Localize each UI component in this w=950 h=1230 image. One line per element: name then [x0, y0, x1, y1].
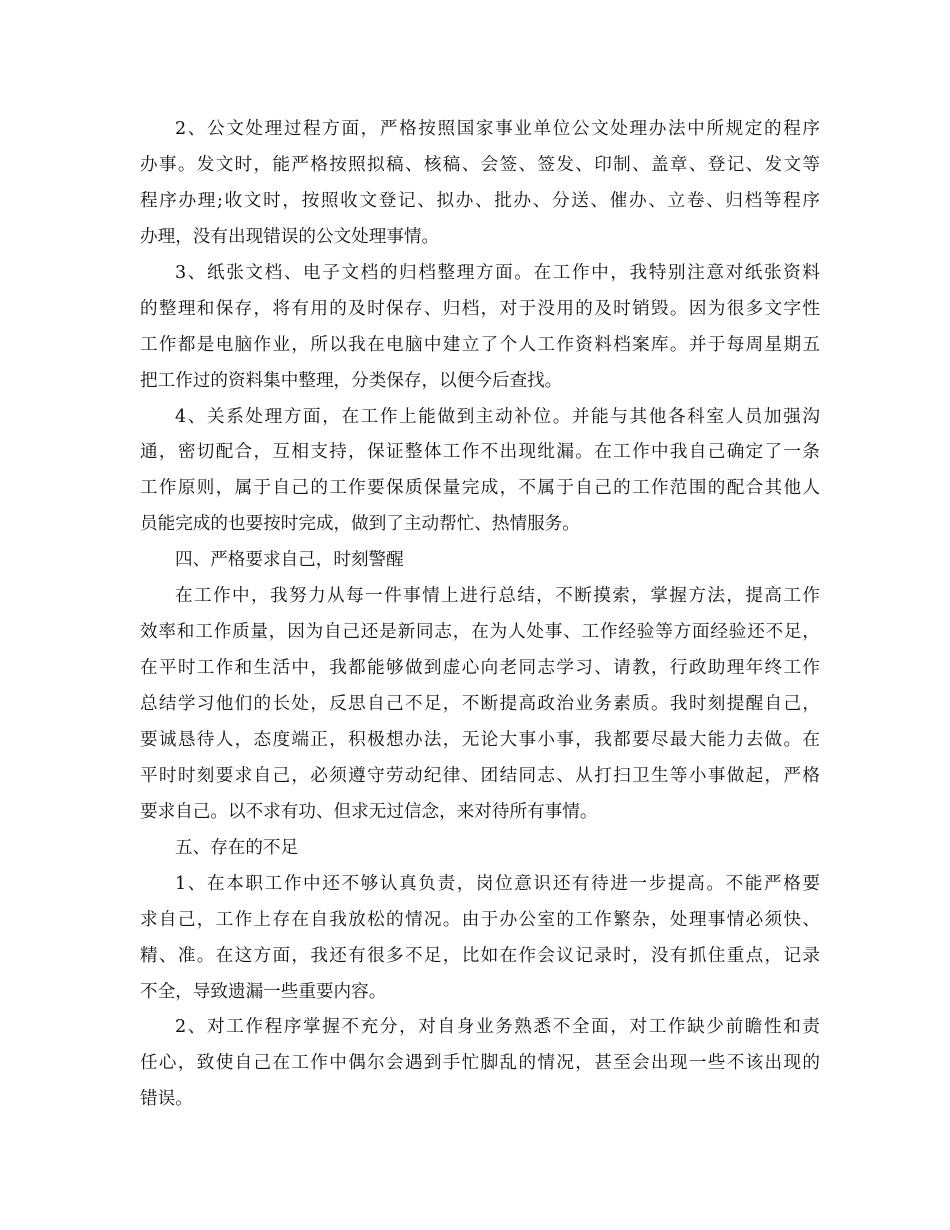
paragraph-line: 通，密切配合，互相支持，保证整体工作不出现纰漏。在工作中我自己确定了一条	[140, 442, 820, 463]
paragraph-line: 要求自己。以不求有功、但求无过信念，来对待所有事情。	[140, 801, 598, 822]
paragraph-line: 平时时刻要求自己，必须遵守劳动纪律、团结同志、从打扫卫生等小事做起，严格	[140, 765, 820, 786]
paragraph-line: 的整理和保存，将有用的及时保存、归档，对于没用的及时销毁。因为很多文字性	[140, 298, 820, 319]
paragraph-line: 在平时工作和生活中，我都能够做到虚心向老同志学习、请教，行政助理年终工作	[140, 658, 820, 679]
paragraph-line: 3、纸张文档、电子文档的归档整理方面。在工作中，我特别注意对纸张资料	[175, 262, 820, 283]
paragraph-line: 总结学习他们的长处，反思自己不足，不断提高政治业务素质。我时刻提醒自己，	[140, 694, 820, 714]
paragraph-line: 求自己，工作上存在自我放松的情况。由于办公室的工作繁杂，处理事情必须快、	[140, 909, 820, 930]
paragraph-line: 2、对工作程序掌握不充分，对自身业务熟悉不全面，对工作缺少前瞻性和责	[175, 1017, 820, 1038]
paragraph-line: 任心，致使自己在工作中偶尔会遇到手忙脚乱的情况，甚至会出现一些不该出现的	[140, 1053, 820, 1074]
section-heading: 四、严格要求自己，时刻警醒	[175, 550, 404, 571]
paragraph-line: 在工作中，我努力从每一件事情上进行总结，不断摸索，掌握方法，提高工作	[175, 586, 820, 607]
paragraph-line: 办理，没有出现错误的公文处理事情。	[140, 226, 440, 247]
document-body	[140, 112, 820, 1118]
paragraph-line: 工作原则，属于自己的工作要保质保量完成，不属于自己的工作范围的配合其他人	[140, 478, 820, 499]
paragraph-line: 要诚恳待人，态度端正，积极想办法，无论大事小事，我都要尽最大能力去做。在	[140, 729, 820, 750]
paragraph-line: 精、准。在这方面，我还有很多不足，比如在作会议记录时，没有抓住重点，记录	[140, 945, 820, 966]
paragraph-line: 办事。发文时，能严格按照拟稿、核稿、会签、签发、印制、盖章、登记、发文等	[140, 154, 820, 175]
paragraph-line: 不全，导致遗漏一些重要内容。	[140, 981, 387, 1002]
section-heading: 五、存在的不足	[175, 837, 299, 858]
paragraph-line: 4、关系处理方面，在工作上能做到主动补位。并能与其他各科室人员加强沟	[175, 406, 820, 427]
paragraph-line: 效率和工作质量，因为自己还是新同志，在为人处事、工作经验等方面经验还不足，	[140, 622, 820, 643]
paragraph-line: 工作都是电脑作业，所以我在电脑中建立了个人工作资料档案库。并于每周星期五	[140, 334, 820, 355]
paragraph-line: 把工作过的资料集中整理，分类保存，以便今后查找。	[140, 370, 563, 391]
paragraph-line: 1、在本职工作中还不够认真负责，岗位意识还有待进一步提高。不能严格要	[175, 873, 820, 894]
paragraph-line: 程序办理;收文时，按照收文登记、拟办、批办、分送、催办、立卷、归档等程序	[140, 190, 820, 211]
paragraph-line: 员能完成的也要按时完成，做到了主动帮忙、热情服务。	[140, 514, 580, 535]
paragraph-line: 错误。	[140, 1089, 193, 1110]
paragraph-line: 2、公文处理过程方面，严格按照国家事业单位公文处理办法中所规定的程序	[175, 119, 820, 139]
